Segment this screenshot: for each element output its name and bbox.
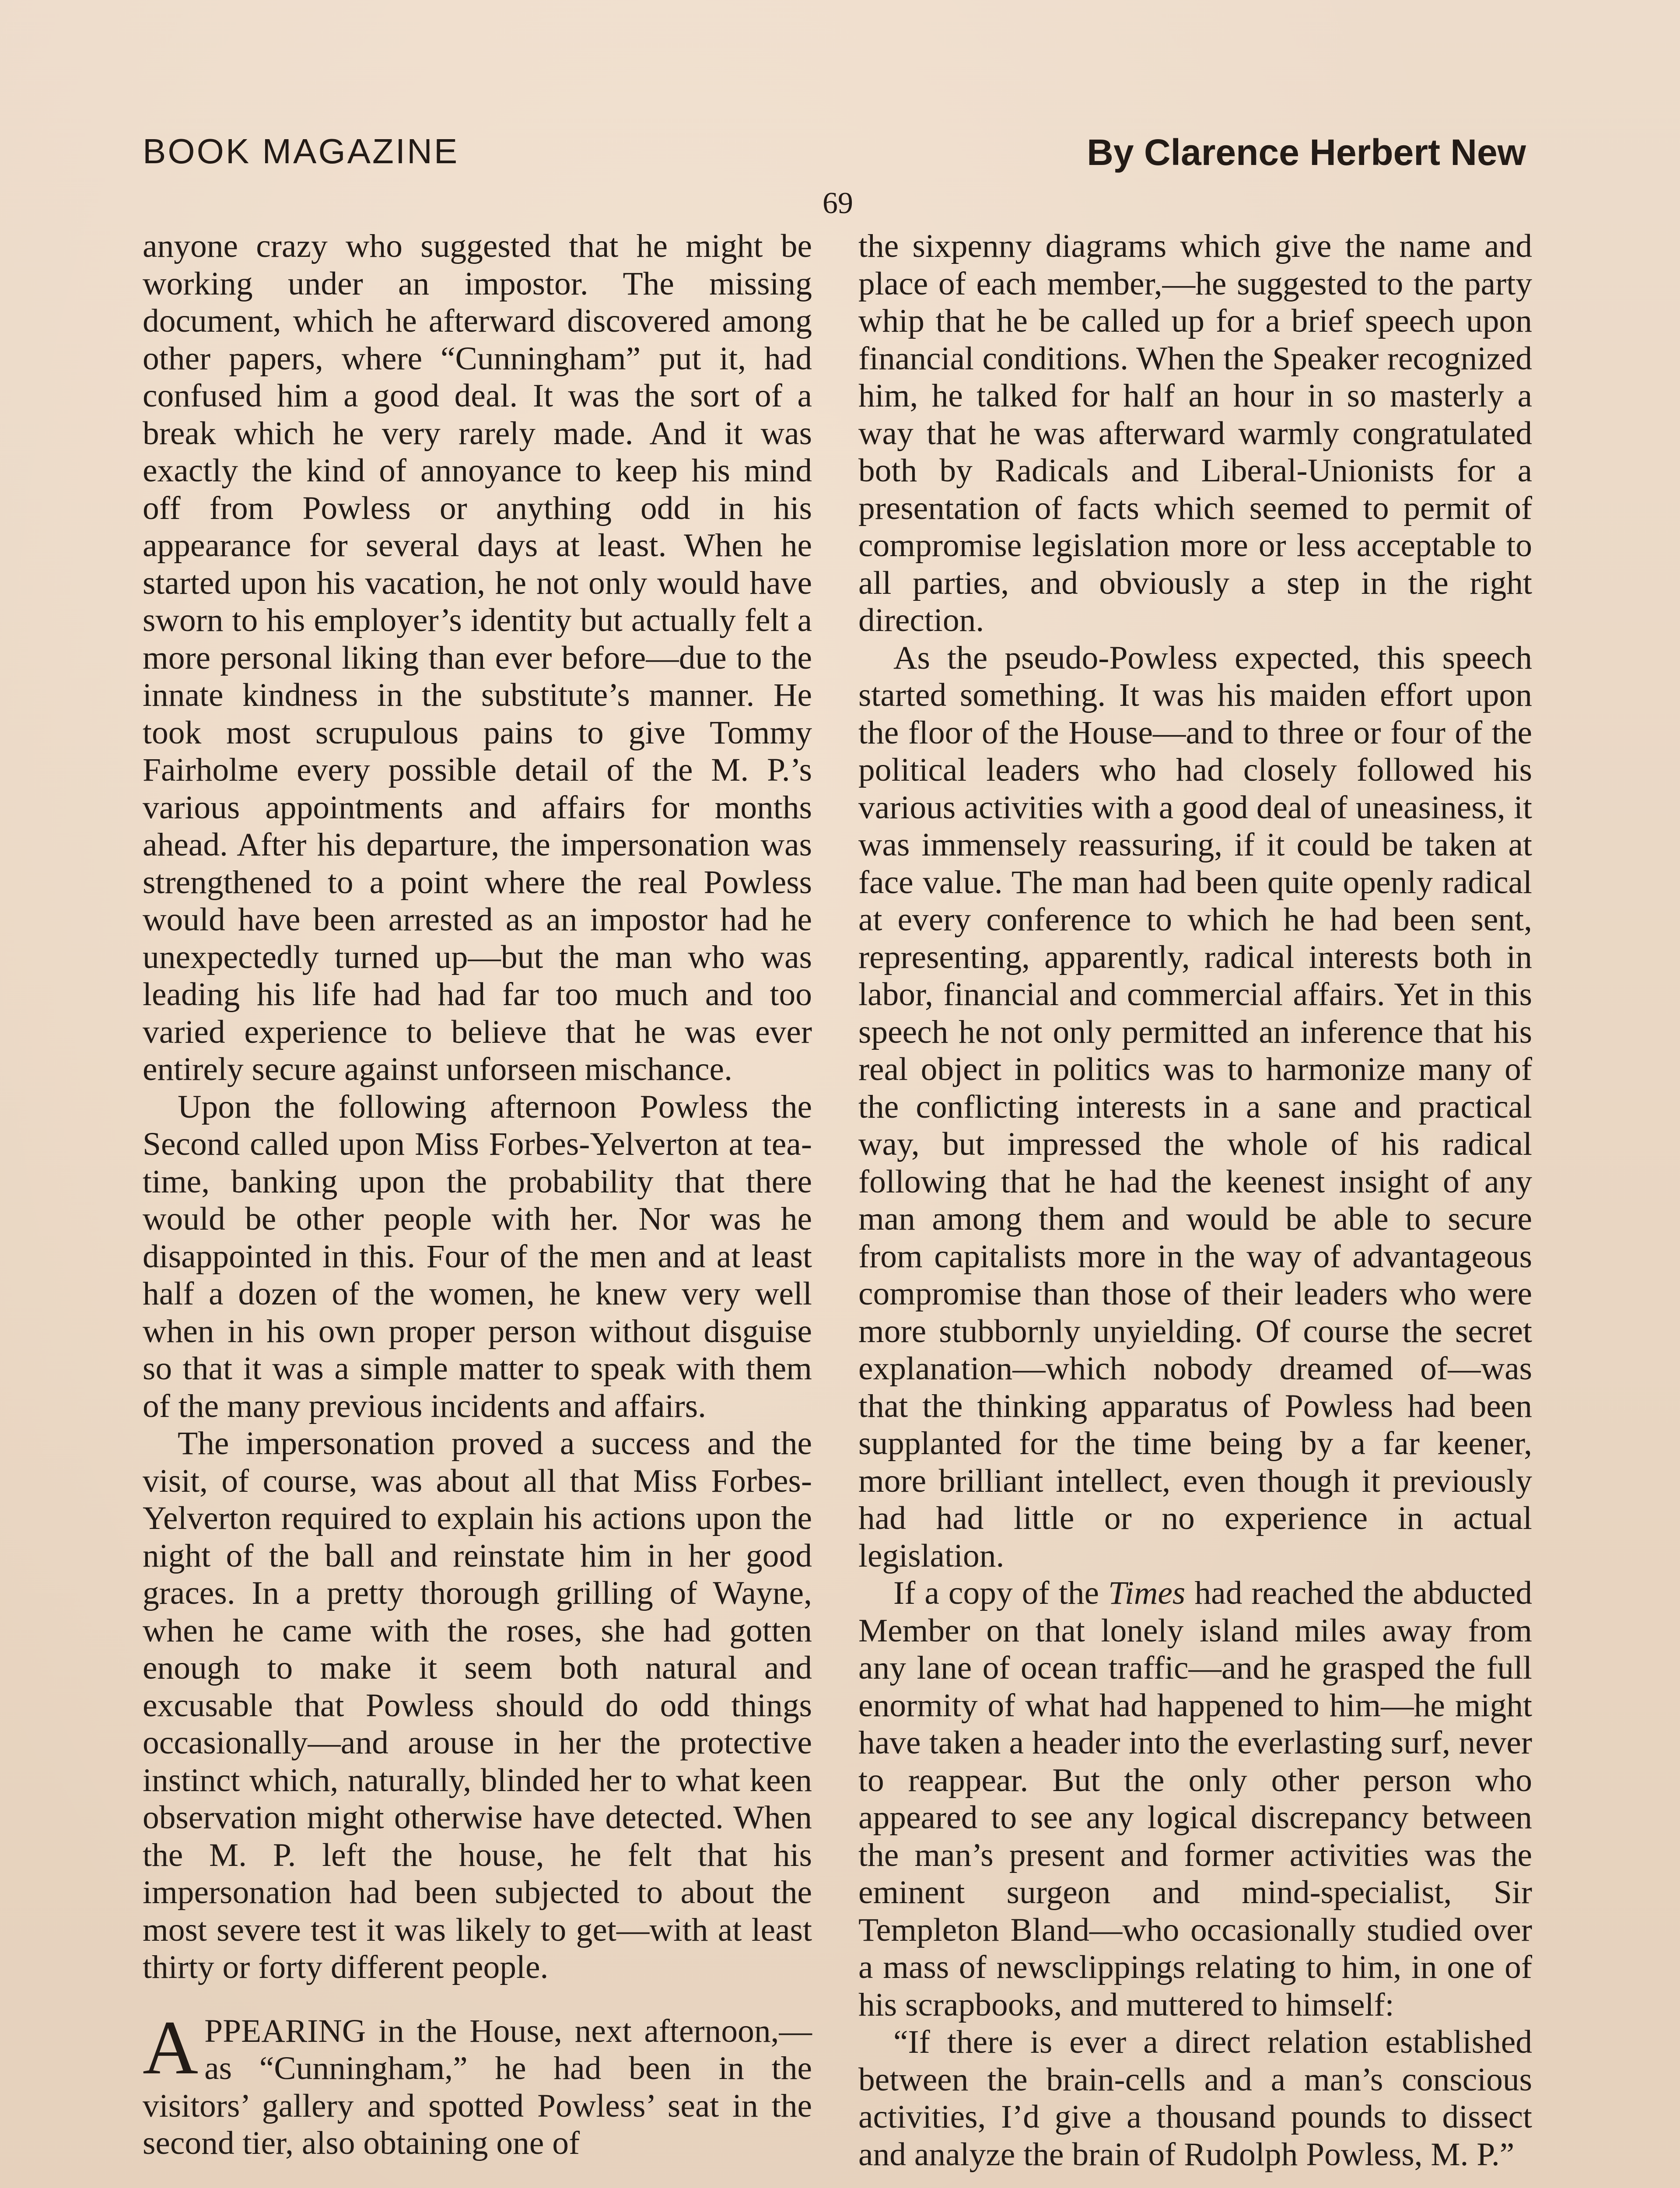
paragraph: As the pseudo-Powless expected, this speech started something. It was his maiden effort upon the floor of the House—and to three or four of the political leaders who had closely followed his various activities with a good deal of uneasiness, it was immensely reassuring, if it could be taken at face value. The man had been quite openly radical at every conference to which he had been sent, representing, apparently, radical interests both in labor, financial and commercial affairs. Yet in this speech he not only permitted an inference that his real object in politics was to harmonize many of the conflicting interests in a sane and practical way, but impressed the whole of his radical following that he had the keenest insight of any man among them and would be able to secure from capitalists more in the way of advantageous compromise than those of their leaders who were more stubbornly unyielding. Of course the secret explanation—which nobody dreamed of—was that the thinking apparatus of Powless had been supplanted for the time being by a far keener, more brilliant intellect, even though it previously had had little or no experience in actual legislation. xyxy=(858,639,1532,1574)
paragraph: “If there is ever a direct relation established between the brain-cells and a man’s conscious activities, I’d give a thousand pounds to dissect and analyze the brain of Rudolph Powless, M. P.” xyxy=(858,2024,1532,2173)
paragraph xyxy=(858,1574,1532,2023)
newspaper-title: Times xyxy=(1108,1575,1186,1611)
paragraph-text: If a copy of the xyxy=(893,1575,1109,1611)
paragraph-text: had reached the abducted Member on that lonely island miles away from any lane of ocean traffic—and he grasped the full enormity of what had happened to him—he might have taken a header into the everlasting surf, never to reappear. But the only other person who appeared to see any logical discrepancy between the man’s present and former activities was the eminent surgeon and mind-specialist, Sir Templeton Bland—who occasionally studied over a mass of newsclippings relating to him, in one of his scrapbooks, and muttered to himself: xyxy=(858,1575,1532,2023)
drop-cap: A xyxy=(143,2005,199,2090)
paragraph: anyone crazy who suggested that he might be working under an impostor. The missing document, which he afterward discovered among other papers, where “Cunningham” put it, had confused him a good deal. It was the sort of a break which he very rarely made. And it was exactly the kind of annoyance to keep his mind off from Powless or anything odd in his appearance for several days at least. When he started upon his vacation, he not only would have sworn to his employer’s identity but actually felt a more personal liking than ever before—due to the innate kindness in the substitute’s manner. He took most scrupulous pains to give Tommy Fairholme every possible detail of the M. P.’s various appointments and affairs for months ahead. After his departure, the impersonation was strengthened to a point where the real Powless would have been arrested as an impostor had he unexpectedly turned up—but the man who was leading his life had had far too much and too varied experience to believe that he was ever entirely secure against unforseen mischance. xyxy=(143,228,812,1087)
paragraph: Upon the following afternoon Powless the Second called upon Miss Forbes-Yelverton at tea-time, banking upon the probability that there would be other people with her. Nor was he disappointed in this. Four of the men and at least half a dozen of the women, he knew very well when in his own proper person without disguise so that it was a simple matter to speak with them of the many previous incidents and affairs. xyxy=(143,1088,812,1424)
paragraph: the sixpenny diagrams which give the name and place of each member,—he suggested to the party whip that he be called up for a brief speech upon financial conditions. When the Speaker recognized him, he talked for half an hour in so masterly a way that he was afterward warmly congratulated both by Radicals and Liberal-Unionists for a presentation of facts which seemed to permit of compromise legislation more or less acceptable to all parties, and obviously a step in the right direction. xyxy=(858,228,1532,638)
left-column xyxy=(143,228,812,2162)
paragraph: The impersonation proved a success and the visit, of course, was about all that Miss Forbes-Yelverton required to explain his actions upon the night of the ball and reinstate him in her good graces. In a pretty thorough grilling of Wayne, when he came with the roses, she had gotten enough to make it seem both natural and excusable that Powless should do odd things occasionally—and arouse in her the protective instinct which, naturally, blinded her to what keen observation might otherwise have detected. When the M. P. left the house, he felt that his impersonation had been subjected to about the most severe test it was likely to get—with at least thirty or forty different people. xyxy=(143,1425,812,1985)
section-break xyxy=(143,1986,812,2013)
magazine-name: BOOK MAGAZINE xyxy=(143,132,459,171)
paragraph xyxy=(143,2005,812,2162)
page-number: 69 xyxy=(822,186,853,220)
author-byline: By Clarence Herbert New xyxy=(1087,132,1526,173)
right-column xyxy=(858,228,1532,2173)
page-header xyxy=(143,131,1526,179)
paragraph-text: PPEARING in the House, next afternoon,—as “Cunningham,” he had been in the visitors’ gallery and spotted Powless’ seat in the second tier, also obtaining one of xyxy=(143,2013,812,2161)
